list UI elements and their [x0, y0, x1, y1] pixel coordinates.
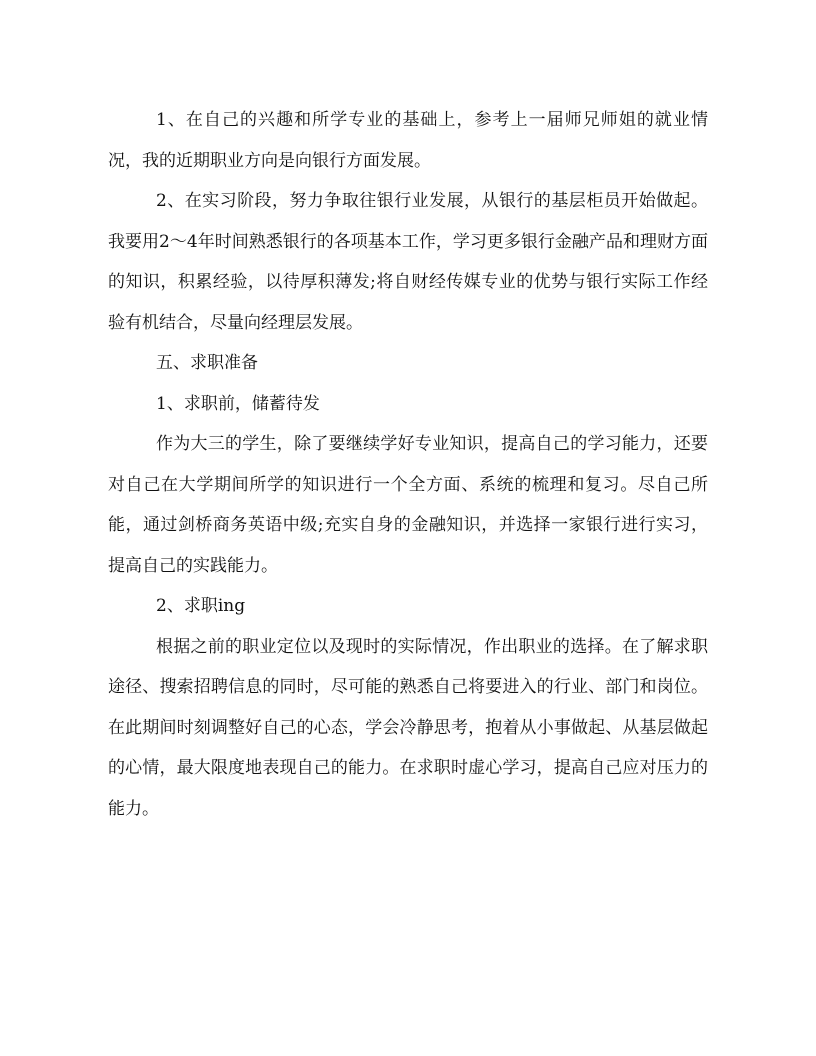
paragraph-job-searching: 根据之前的职业定位以及现时的实际情况，作出职业的选择。在了解求职途径、搜索招聘信息的同时，尽可能的熟悉自己将要进入的行业、部门和岗位。在此期间时刻调整好自己的心态，学会冷静思考，抱着从小事做起、从基层做起的心情，最大限度地表现自己的能力。在求职时虚心学习，提高自己应对压力的能力。: [108, 636, 708, 819]
section-heading-job-preparation: 五、求职准备: [156, 353, 258, 373]
paragraph-before-job-search: 作为大三的学生，除了要继续学好专业知识，提高自己的学习能力，还要对自己在大学期间所学的知识进行一个全方面、系统的梳理和复习。尽自己所能，通过剑桥商务英语中级;充实自身的金融知识，并选择一家银行进行实习，提高自己的实践能力。: [108, 434, 708, 576]
subheading-job-searching: 2、求职ing: [156, 596, 246, 616]
paragraph-internship-plan: 2、在实习阶段，努力争取往银行业发展，从银行的基层柜员开始做起。我要用2～4年时间熟悉银行的各项基本工作，学习更多银行金融产品和理财方面的知识，积累经验，以待厚积薄发;将自财经传媒专业的优势与银行实际工作经验有机结合，尽量向经理层发展。: [108, 191, 708, 333]
subheading-before-job-search: 1、求职前，储蓄待发: [156, 393, 320, 414]
paragraph-goal-direction: 1、在自己的兴趣和所学专业的基础上，参考上一届师兄师姐的就业情况，我的近期职业方向是向银行方面发展。: [108, 110, 708, 171]
document-body: [108, 100, 708, 829]
